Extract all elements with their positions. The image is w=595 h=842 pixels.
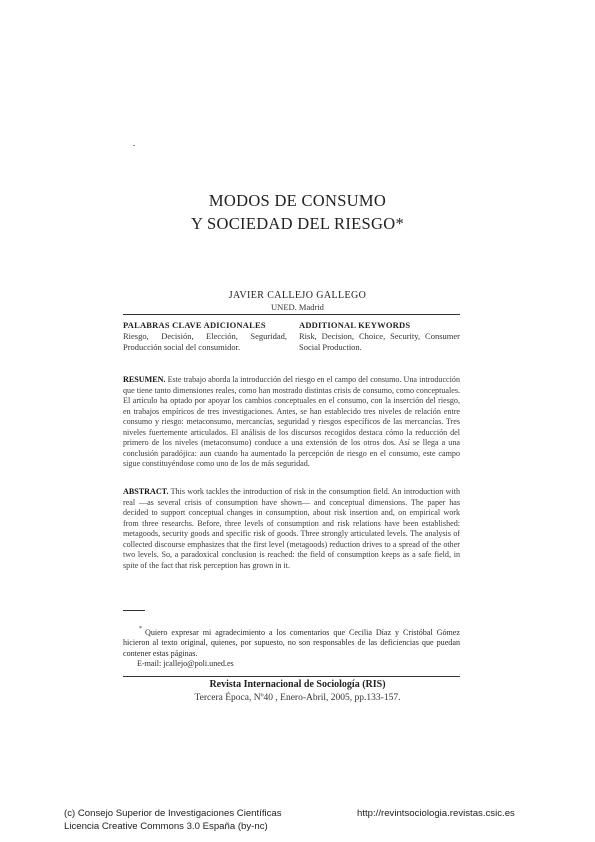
author-name: JAVIER CALLEJO GALLEGO — [228, 290, 367, 301]
keywords-en-terms: Risk, Decision, Choice, Security, Consumer Social Production. — [299, 331, 460, 352]
license-copyright: (c) Consejo Superior de Investigaciones Científicas — [64, 808, 282, 819]
keywords-es-terms: Riesgo, Decisión, Elección, Seguridad, Producción social del consumidor. — [123, 331, 287, 352]
footnote-text: Quiero expresar mi agradecimiento a los comentarios que Cecilia Díaz y Cristóbal Gómez hicieron al texto original, quienes, por supuesto, no son responsables de las deficiencias que puedan contener estas páginas. — [123, 628, 460, 658]
journal-name: Revista Internacional de Sociología (RIS) — [209, 679, 386, 690]
journal-url-link[interactable]: http://revintsociologia.revistas.csic.es — [357, 808, 515, 819]
article-title-line1: MODOS DE CONSUMO — [208, 191, 387, 210]
abstract-label: ABSTRACT. — [123, 487, 169, 496]
journal-rule — [123, 676, 460, 677]
keywords-en-heading: ADDITIONAL KEYWORDS — [299, 320, 411, 330]
keywords-es-heading: PALABRAS CLAVE ADICIONALES — [123, 320, 266, 330]
keywords-rule — [123, 314, 460, 315]
resumen-text: Este trabajo aborda la introducción del riesgo en el campo del consumo. Una introducción que tiene tanto dimensiones reales, como han mostrado distintas crisis de consumo, como conceptuales. El artículo ha optado por apoyar los cambios conceptuales en el consumo, con la inserción del riesgo, en trabajos empíricos de tres investigaciones. Antes, se han establecido tres niveles de relación entre consumo y riesgo: metaconsumo, mercancías, seguridad y riesgos específicos de las mercancías. Tres niveles fuertemente articulados. El análisis de los discursos recogidos destaca cómo la reducción del primero de los niveles (metaconsumo) conduce a una extensión de los otros dos. Así se llega a una conclusión paradójica: aun cuando ha aumentado la percepción de riesgo en el consumo, este campo sigue constituyéndose como uno de los de más seguridad. — [123, 375, 460, 468]
footnote-email: E-mail: jcallejo@poli.uned.es — [137, 659, 234, 669]
resumen-paragraph — [123, 375, 460, 470]
license-creative-commons: Licencia Creative Commons 3.0 España (by-nc) — [64, 821, 268, 832]
resumen-label: RESUMEN. — [123, 375, 166, 384]
author-affiliation: UNED. Madrid — [271, 302, 324, 312]
journal-issue: Tercera Época, Nº40 , Enero-Abril, 2005, pp.133-157. — [194, 693, 401, 703]
article-title-line2: Y SOCIEDAD DEL RIESGO* — [191, 214, 404, 233]
abstract-paragraph — [123, 487, 460, 571]
scan-speck — [133, 145, 135, 146]
footnote — [123, 628, 460, 670]
footnote-marker: * — [139, 626, 142, 632]
abstract-text: This work tackles the introduction of risk in the consumption field. An introduction with real —as several crisis of consumption have shown— and conceptual dimensions. The paper has decided to support conceptual changes in consumption, about risk insertion and, on empirical work from three researchs. Before, three levels of consumption and risk relations have been established: metagoods, security goods and specific risk of goods. Three strongly articulated levels. The analysis of collected discourse emphasizes that the first level (metagoods) reduction drives to a spread of the other two levels. So, a paradoxical conclusion is reached: the field of consumption keeps as a safe field, in spite of the fact that risk perception has grown in it. — [123, 487, 460, 570]
footnote-rule — [123, 610, 145, 611]
